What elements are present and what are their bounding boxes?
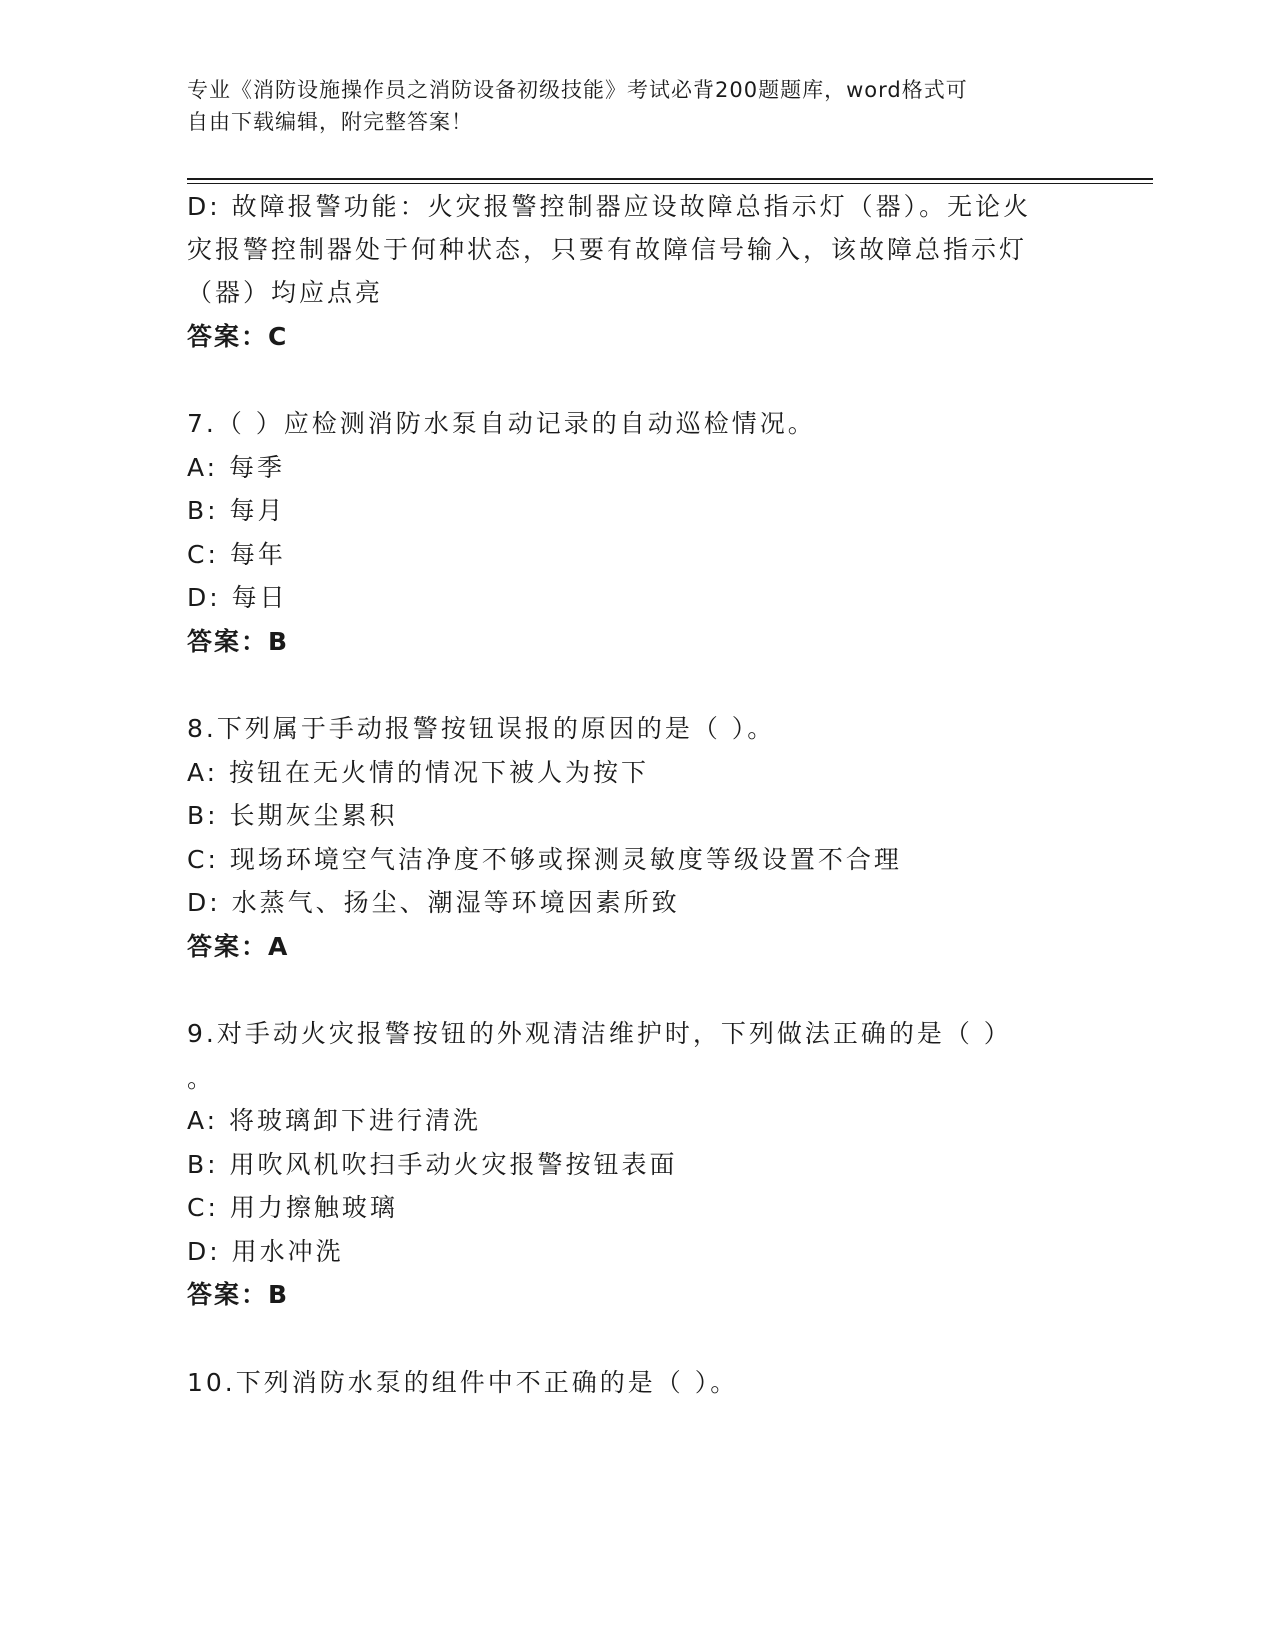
q9-option-d: D: 用水冲洗 — [187, 1237, 344, 1266]
q8-answer: 答案：A — [187, 932, 290, 961]
q9-option-b: B: 用吹风机吹扫手动火灾报警按钮表面 — [187, 1150, 678, 1179]
q9-option-a: A: 将玻璃卸下进行清洗 — [187, 1106, 482, 1135]
q7-stem: 7.（ ）应检测消防水泵自动记录的自动巡检情况。 — [187, 409, 816, 438]
q9-stem-line-2: 。 — [187, 1064, 216, 1093]
q7-option-b: B: 每月 — [187, 496, 286, 525]
q6-option-d-line-1: D: 故障报警功能：火灾报警控制器应设故障总指示灯（器）。无论火 — [187, 192, 1032, 221]
q7-option-a: A: 每季 — [187, 453, 286, 482]
header-divider-thick — [187, 178, 1153, 180]
q9-option-c: C: 用力擦触玻璃 — [187, 1193, 398, 1222]
q7-option-d: D: 每日 — [187, 583, 288, 612]
q6-option-d-line-2: 灾报警控制器处于何种状态，只要有故障信号输入，该故障总指示灯 — [187, 235, 1028, 264]
q10-stem: 10.下列消防水泵的组件中不正确的是（ ）。 — [187, 1368, 739, 1397]
header-line-2: 自由下载编辑，附完整答案！ — [187, 110, 473, 134]
q6-option-d-line-3: （器）均应点亮 — [187, 278, 384, 307]
header-divider-thin — [187, 183, 1153, 184]
q9-stem-line-1: 9.对手动火灾报警按钮的外观清洁维护时，下列做法正确的是（ ） — [187, 1019, 1012, 1048]
q7-option-c: C: 每年 — [187, 540, 286, 569]
q8-stem: 8.下列属于手动报警按钮误报的原因的是（ ）。 — [187, 714, 776, 743]
q8-option-a: A: 按钮在无火情的情况下被人为按下 — [187, 758, 650, 787]
q8-option-c: C: 现场环境空气洁净度不够或探测灵敏度等级设置不合理 — [187, 845, 902, 874]
document-header — [187, 74, 1067, 138]
q8-option-d: D: 水蒸气、扬尘、潮湿等环境因素所致 — [187, 888, 680, 917]
header-line-1: 专业《消防设施操作员之消防设备初级技能》考试必背200题题库，word格式可 — [187, 78, 968, 102]
q6-answer: 答案：C — [187, 322, 289, 351]
q8-option-b: B: 长期灰尘累积 — [187, 801, 398, 830]
q9-answer: 答案：B — [187, 1280, 290, 1309]
q7-answer: 答案：B — [187, 627, 290, 656]
